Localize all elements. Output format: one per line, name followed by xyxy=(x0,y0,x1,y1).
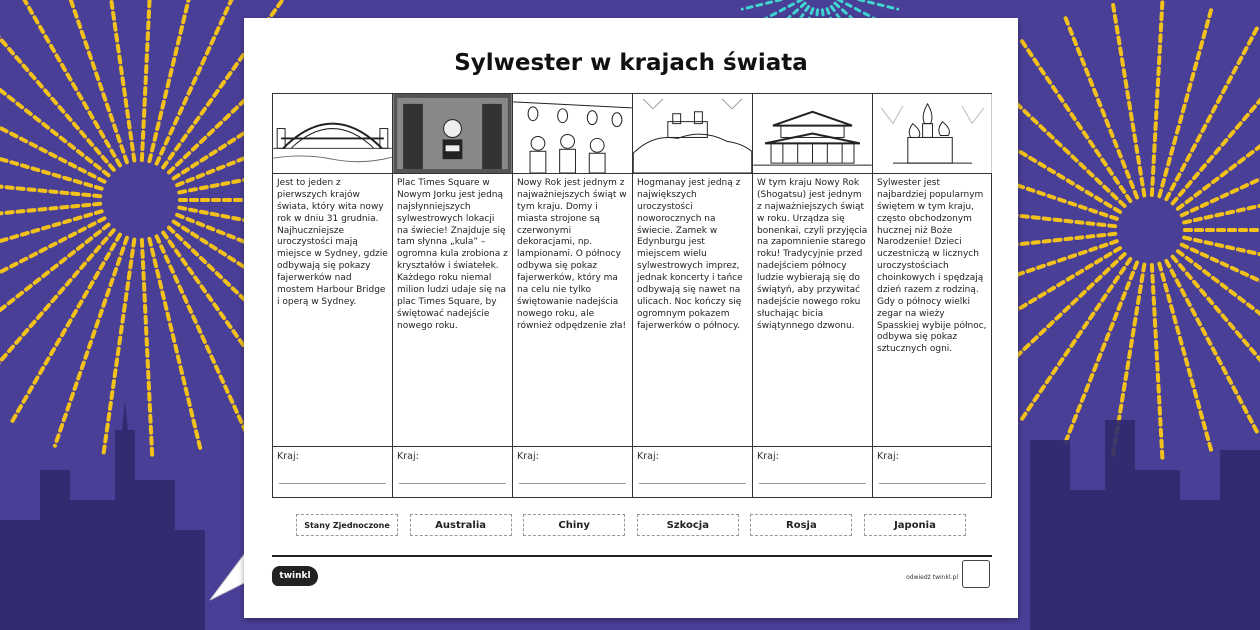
answer-line xyxy=(639,483,746,484)
column-2-text: Plac Times Square w Nowym Jorku jest jedną najsłynniejszych sylwestrowych lokacji na świecie! Znajduje się tam słynna „kula” – ogromna kula zrobiona z kryształów i światełek. Każdego roku niemal milion ludzi udaje się na plac Times Square, by świętować nadejście nowego roku. xyxy=(393,174,512,447)
column-3 xyxy=(513,94,633,497)
answer-line xyxy=(279,483,386,484)
worksheet xyxy=(244,18,1018,618)
kraj-label: Kraj: xyxy=(637,451,659,462)
worksheet-title: Sylwester w krajach świata xyxy=(454,50,808,76)
answer-options xyxy=(296,514,966,538)
column-5-answer-field[interactable] xyxy=(753,447,872,497)
column-1-answer-field[interactable] xyxy=(273,447,392,497)
sydney-harbour-bridge-illustration xyxy=(273,94,392,174)
column-4 xyxy=(633,94,753,497)
column-6 xyxy=(873,94,992,497)
column-2 xyxy=(393,94,513,497)
column-6-text: Sylwester jest najbardziej popularnym świętem w tym kraju, często obchodzonym hucznej niż Boże Narodzenie! Dzieci uczestniczą w licznych uroczystościach choinkowych i spędzają dzień razem z rodziną. Gdy o północy wielki zegar na wieży Spasskiej wybije północ, odbywa się pokaz sztucznych ogni. xyxy=(873,174,992,447)
column-5 xyxy=(753,94,873,497)
kraj-label: Kraj: xyxy=(757,451,779,462)
answer-line xyxy=(879,483,986,484)
badge-icon xyxy=(962,560,990,588)
answer-line xyxy=(399,483,506,484)
answer-option[interactable]: Szkocja xyxy=(637,514,739,536)
kraj-label: Kraj: xyxy=(397,451,419,462)
column-4-text: Hogmanay jest jedną z największych uroczystości noworocznych na świecie. Zamek w Edynburgu jest miejscem wielu sylwestrowych imprez, jednak koncerty i tańce odbywają się nawet na ulicach. Noc kończy się ogromnym pokazem fajerwerków o północy. xyxy=(633,174,752,447)
answer-option[interactable]: Australia xyxy=(410,514,512,536)
column-3-text: Nowy Rok jest jednym z najważniejszych świąt w tym kraju. Domy i miasta strojone są czerwonymi dekoracjami, np. lampionami. O północy odbywa się pokaz fajerwerków, który ma na celu nie tylko świętowanie nadejścia nowego roku, ale również odpędzenie zła! xyxy=(513,174,632,447)
column-3-answer-field[interactable] xyxy=(513,447,632,497)
answer-option[interactable]: Stany Zjednoczone xyxy=(296,514,398,536)
country-grid xyxy=(272,93,992,498)
japanese-temple-illustration xyxy=(753,94,872,174)
column-2-answer-field[interactable] xyxy=(393,447,512,497)
answer-option[interactable]: Japonia xyxy=(864,514,966,536)
kraj-label: Kraj: xyxy=(877,451,899,462)
answer-line xyxy=(519,483,626,484)
column-5-text: W tym kraju Nowy Rok (Shogatsu) jest jednym z najważniejszych świąt w roku. Urządza się bonenkai, czyli przyjęcia na zapomnienie starego roku! Tradycyjnie przed nadejściem północy ludzie wybierają się do świątyń, aby przywitać nadejście nowego roku słuchając bicia świątynnego dzwonu. xyxy=(753,174,872,447)
footer-divider xyxy=(272,555,992,557)
kraj-label: Kraj: xyxy=(277,451,299,462)
answer-option[interactable]: Rosja xyxy=(750,514,852,536)
column-4-answer-field[interactable] xyxy=(633,447,752,497)
twinkl-logo: twinkl xyxy=(272,566,318,586)
answer-option[interactable]: Chiny xyxy=(523,514,625,536)
answer-line xyxy=(759,483,866,484)
lanterns-crowd-illustration xyxy=(513,94,632,174)
edinburgh-castle-illustration xyxy=(633,94,752,174)
st-basils-cathedral-illustration xyxy=(873,94,992,174)
times-square-ball-illustration xyxy=(393,94,512,174)
column-1-text: Jest to jeden z pierwszych krajów świata, który wita nowy rok w dniu 31 grudnia. Najhuczniejsze uroczystości mają miejsce w Sydney, gdzie odbywają się pokazy fajerwerków nad mostem Harbour Bridge i operą w Sydney. xyxy=(273,174,392,447)
footer-url: odwiedź twinkl.pl xyxy=(906,574,958,581)
kraj-label: Kraj: xyxy=(517,451,539,462)
column-1 xyxy=(273,94,393,497)
column-6-answer-field[interactable] xyxy=(873,447,992,497)
